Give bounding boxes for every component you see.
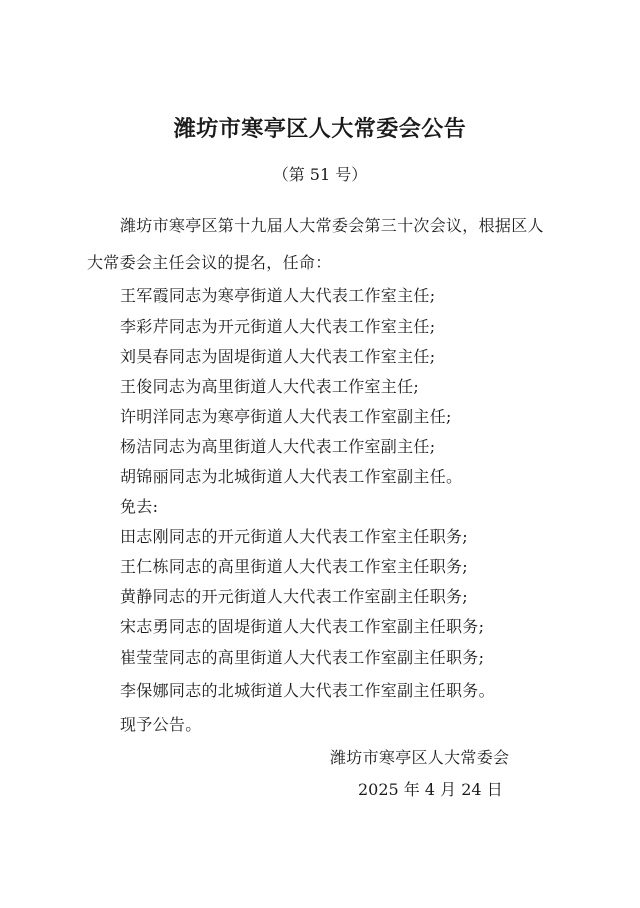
appointment-item: 许明洋同志为寒亭街道人大代表工作室副主任; xyxy=(120,407,452,426)
removal-item: 崔莹莹同志的高里街道人大代表工作室副主任职务; xyxy=(120,648,485,667)
removal-heading: 免去: xyxy=(120,497,159,516)
document-number: （第 51 号） xyxy=(272,165,368,184)
appointment-item: 刘昊春同志为固堤街道人大代表工作室主任; xyxy=(120,347,436,366)
appointment-item: 胡锦丽同志为北城街道人大代表工作室副主任。 xyxy=(120,467,463,486)
removal-item: 李保娜同志的北城街道人大代表工作室副主任职务。 xyxy=(120,681,495,700)
issuer-signature: 潍坊市寒亭区人大常委会 xyxy=(330,748,510,767)
page-title: 潍坊市寒亭区人大常委会公告 xyxy=(173,116,467,142)
appointment-item: 王俊同志为高里街道人大代表工作室主任; xyxy=(120,377,420,396)
removal-item: 田志刚同志的开元街道人大代表工作室主任职务; xyxy=(120,527,468,546)
removal-item: 黄静同志的开元街道人大代表工作室副主任职务; xyxy=(120,587,468,606)
issue-date: 2025 年 4 月 24 日 xyxy=(358,780,503,799)
removal-item: 宋志勇同志的固堤街道人大代表工作室副主任职务; xyxy=(120,617,485,636)
intro-line-1: 潍坊市寒亭区第十九届人大常委会第三十次会议，根据区人 xyxy=(120,216,544,235)
appointment-item: 王军霞同志为寒亭街道人大代表工作室主任; xyxy=(120,286,436,305)
appointment-item: 杨洁同志为高里街道人大代表工作室副主任; xyxy=(120,437,436,456)
closing-statement: 现予公告。 xyxy=(120,715,202,734)
intro-line-2: 大常委会主任会议的提名，任命： xyxy=(87,253,332,272)
removal-item: 王仁栋同志的高里街道人大代表工作室主任职务; xyxy=(120,557,468,576)
appointment-item: 李彩芹同志为开元街道人大代表工作室主任; xyxy=(120,317,436,336)
